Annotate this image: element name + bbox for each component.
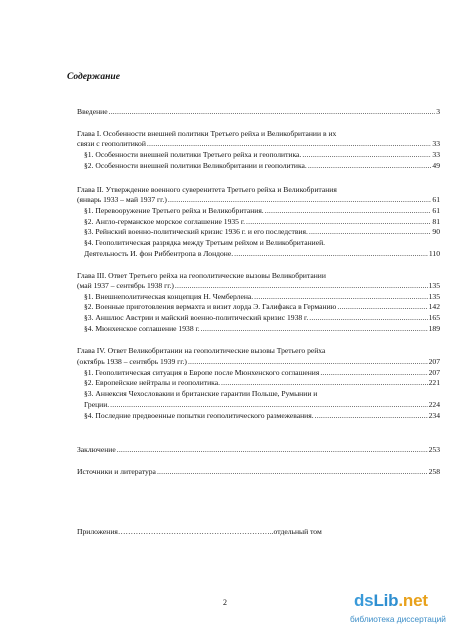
toc-page-number: 207: [428, 357, 440, 366]
toc-page-number: 224: [428, 400, 440, 409]
toc-page-number: 3: [436, 107, 440, 116]
toc-subentry: [84, 161, 440, 171]
toc-entry: [77, 185, 440, 195]
toc-page-number: 33: [432, 139, 440, 148]
toc-entry: [77, 139, 440, 149]
dslib-watermark: [346, 591, 450, 637]
toc-dot-leader: [309, 313, 427, 323]
toc-dot-leader: [109, 107, 436, 117]
toc-entry-text: связи с геополитикой: [77, 139, 146, 148]
toc-page-number: 221: [428, 378, 440, 387]
toc-page-number: 234: [428, 411, 440, 420]
page-number: 2: [223, 598, 227, 607]
toc-dot-leader: [234, 249, 428, 259]
toc-entry: [77, 467, 440, 477]
toc-entry-text: §2. Военные приготовления вермахта и визит лорда Э. Галифакса в Германию: [84, 302, 337, 311]
toc-subentry: [84, 378, 440, 388]
toc-entry-text: §2. Особенности внешней политики Великобритании и геополитика.: [84, 161, 307, 170]
toc-subentry: [84, 217, 440, 227]
toc-subentry: [84, 227, 440, 237]
toc-dot-leader: [110, 400, 427, 410]
dslib-logo: dsLib.net: [354, 591, 428, 610]
toc-subentry: [84, 249, 440, 259]
toc-entry-text: §3. Рейнский военно-политический кризис 1936 г. и его последствия.: [84, 227, 308, 236]
toc-subentry: [84, 206, 440, 216]
toc-entry-text: §4. Геополитическая разрядка между Третьим рейхом и Великобританией.: [84, 238, 326, 247]
toc-dot-leader: [117, 445, 428, 455]
toc-page-number: 110: [428, 249, 440, 258]
toc-page-number: 61: [432, 206, 440, 215]
toc-entry-text: Глава I. Особенности внешней политики Третьего рейха и Великобритании в их: [77, 129, 337, 138]
appendix-line: Приложения……………………………………………………..отдельный том: [77, 527, 322, 536]
toc-dot-leader: [175, 281, 428, 291]
toc-dot-leader: [302, 150, 431, 160]
toc-dot-leader: [201, 324, 428, 334]
toc-page-number: 90: [432, 227, 440, 236]
toc-subentry: [84, 368, 440, 378]
toc-entry-text: (январь 1933 – май 1937 гг.): [77, 195, 167, 204]
toc-page-number: 165: [428, 313, 440, 322]
toc-subentry: [84, 150, 440, 160]
toc-entry-text: §1. Особенности внешней политики Третьего рейха и геополитика.: [84, 150, 302, 159]
toc-subentry: [84, 313, 440, 323]
toc-entry-text: §3. Аншлюс Австрии и майский военно-политический кризис 1938 г.: [84, 313, 309, 322]
toc-entry: [77, 346, 440, 356]
toc-subentry: [84, 389, 440, 399]
toc-entry-text: §4. Последние предвоенные попытки геополитического размежевания.: [84, 411, 314, 420]
toc-entry: [77, 357, 440, 367]
toc-title: Содержание: [67, 72, 120, 82]
toc-page-number: 49: [432, 161, 440, 170]
toc-page-number: 81: [432, 217, 440, 226]
toc-entry-text: Заключение: [77, 445, 116, 454]
toc-dot-leader: [157, 467, 428, 477]
toc-entry-text: Греции.: [84, 400, 110, 409]
toc-subentry: [84, 238, 440, 248]
toc-subentry: [84, 302, 440, 312]
toc-entry-text: Глава III. Ответ Третьего рейха на геополитические вызовы Великобритании: [77, 271, 326, 280]
toc-entry-text: (май 1937 – сентябрь 1938 гг.): [77, 281, 174, 290]
toc-dot-leader: [246, 217, 431, 227]
toc-entry-text: (октябрь 1938 – сентябрь 1939 гг.): [77, 357, 187, 366]
toc-subentry: [84, 400, 440, 410]
toc-entry-text: §3. Аннексия Чехословакии и британские гарантии Польше, Румынии и: [84, 389, 318, 398]
toc-entry-text: Глава II. Утверждение военного суверенитета Третьего рейха и Великобритания: [77, 185, 337, 194]
toc-dot-leader: [309, 227, 432, 237]
toc-entry: [77, 129, 440, 139]
toc-entry-text: Введение: [77, 107, 108, 116]
toc-entry-text: §2. Англо-германское морское соглашение 1935 г.: [84, 217, 246, 226]
toc-page-number: 189: [428, 324, 440, 333]
toc-dot-leader: [315, 411, 428, 421]
toc-subentry: [84, 292, 440, 302]
toc-subentry: [84, 411, 440, 421]
dslib-subtitle: библиотека диссертаций: [350, 614, 446, 624]
toc-page-number: 135: [428, 281, 440, 290]
toc-entry-text: Деятельность И. фон Риббентропа в Лондоне.: [84, 249, 234, 258]
toc-dot-leader: [254, 292, 427, 302]
toc-entry-text: Глава IV. Ответ Великобритании на геополитические вызовы Третьего рейха: [77, 346, 326, 355]
toc-dot-leader: [265, 206, 432, 216]
toc-entry: [77, 281, 440, 291]
toc-entry: [77, 195, 440, 205]
toc-dot-leader: [188, 357, 428, 367]
toc-page-number: 258: [428, 467, 440, 476]
toc-subentry: [84, 324, 440, 334]
toc-dot-leader: [320, 368, 427, 378]
toc-entry-text: §1. Перевооружение Третьего рейха и Великобритания.: [84, 206, 264, 215]
toc-dot-leader: [168, 195, 432, 205]
toc-dot-leader: [308, 161, 432, 171]
toc-entry-text: Источники и литература: [77, 467, 156, 476]
toc-dot-leader: [147, 139, 431, 149]
toc-entry: [77, 107, 440, 117]
toc-page-number: 253: [428, 445, 440, 454]
toc-entry-text: §1. Внешнеполитическая концепция Н. Чемберлена.: [84, 292, 254, 301]
toc-page-number: 207: [428, 368, 440, 377]
toc-dot-leader: [337, 302, 427, 312]
toc-page-number: 135: [428, 292, 440, 301]
toc-entry-text: §2. Европейские нейтралы и геополитика.: [84, 378, 221, 387]
toc-entry: [77, 271, 440, 281]
toc-entry-text: §4. Мюнхенское соглашение 1938 г.: [84, 324, 200, 333]
toc-page-number: 61: [432, 195, 440, 204]
toc-dot-leader: [221, 378, 428, 388]
toc-page-number: 142: [428, 302, 440, 311]
toc-entry: [77, 445, 440, 455]
toc-entry-text: §1. Геополитическая ситуация в Европе после Мюнхенского соглашения: [84, 368, 320, 377]
toc-page-number: 33: [432, 150, 440, 159]
